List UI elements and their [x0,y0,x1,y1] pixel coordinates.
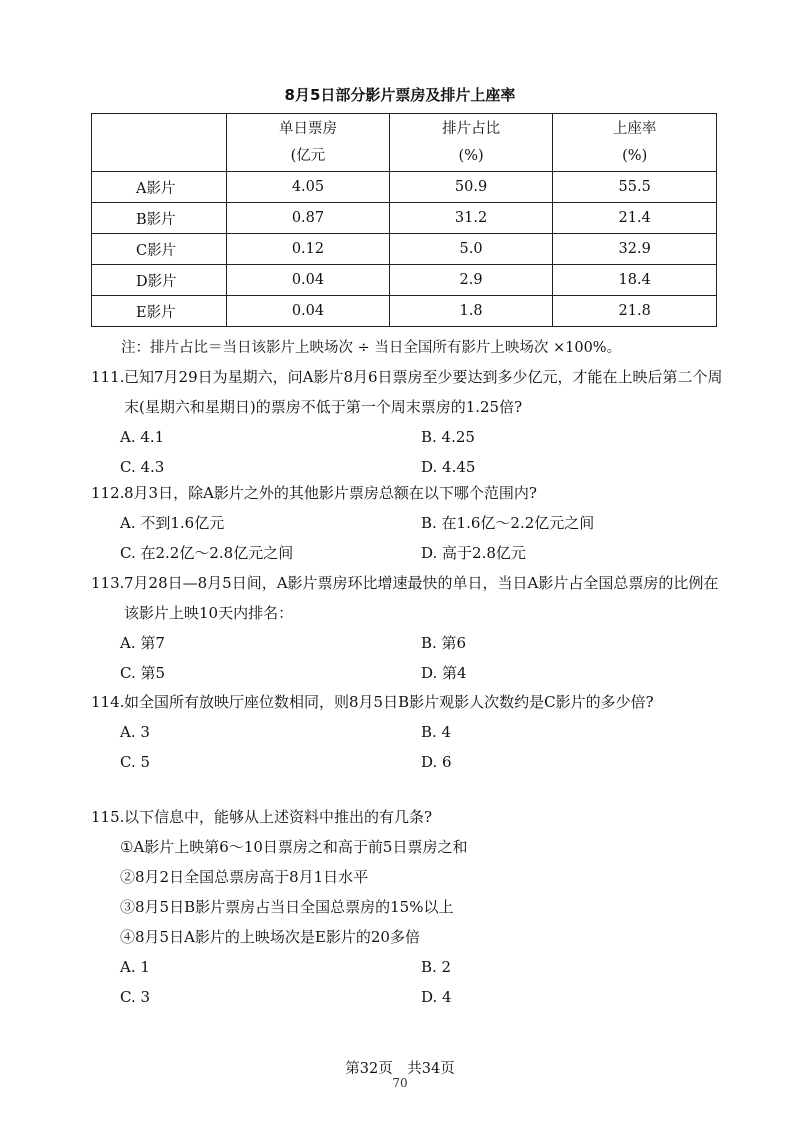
info-item: ③8月5日B影片票房占当日全国总票房的15%以上 [120,898,454,916]
option-d[interactable]: D. 高于2.8亿元 [421,544,526,562]
option-c[interactable]: C. 第5 [120,664,166,682]
cell-box-office: 0.12 [227,234,390,265]
option-d[interactable]: D. 4 [421,988,452,1006]
option-a[interactable]: A. 1 [120,958,150,976]
header-line2: (%) [458,147,484,164]
cell-box-office: 0.87 [227,203,390,234]
cell-occupancy: 18.4 [553,265,717,296]
row-label: C影片 [92,234,227,265]
header-line1: 排片占比 [442,120,501,137]
info-item: ①A影片上映第6～10日票房之和高于前5日票房之和 [120,838,468,856]
header-line1: 单日票房 [278,120,337,137]
info-item: ②8月2日全国总票房高于8月1日水平 [120,868,369,886]
option-c[interactable]: C. 4.3 [120,458,165,476]
question-115 [91,802,731,1012]
option-d[interactable]: D. 6 [421,753,452,771]
option-a[interactable]: A. 3 [120,723,150,741]
header-cell-box-office [227,114,390,172]
cell-share: 50.9 [389,172,553,203]
option-c[interactable]: C. 3 [120,988,151,1006]
option-b[interactable]: B. 2 [421,958,452,976]
row-label: A影片 [92,172,227,203]
options [91,422,731,482]
cell-share: 5.0 [389,234,553,265]
cell-box-office: 0.04 [227,296,390,327]
row-label: E影片 [92,296,227,327]
box-office-table [91,113,717,327]
header-cell-occupancy [553,114,717,172]
options [91,717,731,777]
option-d[interactable]: D. 4.45 [421,458,476,476]
row-label: D影片 [92,265,227,296]
table-row [92,234,717,265]
header-line2: (%) [622,147,648,164]
question-number: 115. [91,808,125,826]
header-line1: 上座率 [612,120,657,137]
header-line2: (亿元 [290,147,326,164]
page-footer: 第32页 共34页 [345,1061,455,1077]
page-number: 70 [392,1076,408,1090]
options [91,952,731,1012]
question-number: 111. [91,368,125,386]
option-a[interactable]: A. 4.1 [120,428,165,446]
question-114 [91,687,731,777]
question-number: 113. [91,574,125,592]
option-b[interactable]: B. 4 [421,723,452,741]
option-b[interactable]: B. 4.25 [421,428,475,446]
cell-occupancy: 21.4 [553,203,717,234]
cell-box-office: 4.05 [227,172,390,203]
cell-occupancy: 21.8 [553,296,717,327]
question-text: 如全国所有放映厅座位数相同，则8月5日B影片观影人次数约是C影片的多少倍? [124,693,654,711]
question-stem [91,802,731,832]
question-text: 已知7月29日为星期六，问A影片8月6日票房至少要达到多少亿元，才能在上映后第二个周末(星期六和星期日)的票房不低于第一个周末票房的1.25倍? [124,368,723,416]
question-stem [91,362,731,422]
question-stem [91,478,731,508]
question-stem [91,687,731,717]
option-c[interactable]: C. 在2.2亿～2.8亿元之间 [120,544,294,562]
cell-share: 2.9 [389,265,553,296]
cell-occupancy: 55.5 [553,172,717,203]
table-row [92,296,717,327]
question-112 [91,478,731,568]
cell-share: 31.2 [389,203,553,234]
table-header-row [92,114,717,172]
cell-share: 1.8 [389,296,553,327]
question-text: 以下信息中，能够从上述资料中推出的有几条? [124,808,433,826]
table-row [92,265,717,296]
cell-occupancy: 32.9 [553,234,717,265]
question-text: 7月28日—8月5日间，A影片票房环比增速最快的单日，当日A影片占全国总票房的比例在该影片上映10天内排名： [124,574,719,622]
table-row [92,203,717,234]
option-c[interactable]: C. 5 [120,753,151,771]
option-d[interactable]: D. 第4 [421,664,467,682]
question-111 [91,362,731,482]
question-text: 8月3日，除A影片之外的其他影片票房总额在以下哪个范围内? [124,484,537,502]
cell-box-office: 0.04 [227,265,390,296]
question-number: 114. [91,693,125,711]
header-cell-share [389,114,553,172]
table-note: 注：排片占比＝当日该影片上映场次 ÷ 当日全国所有影片上映场次 ×100%。 [121,340,622,356]
question-number: 112. [91,484,125,502]
option-b[interactable]: B. 第6 [421,634,467,652]
table-row [92,172,717,203]
options [91,508,731,568]
row-label: B影片 [92,203,227,234]
question-stem [91,568,731,628]
options [91,628,731,688]
header-cell-empty [92,114,227,172]
info-item: ④8月5日A影片的上映场次是E影片的20多倍 [120,928,420,946]
option-a[interactable]: A. 第7 [120,634,165,652]
table-title: 8月5日部分影片票房及排片上座率 [284,86,516,104]
option-b[interactable]: B. 在1.6亿～2.2亿元之间 [421,514,595,532]
question-113 [91,568,731,688]
option-a[interactable]: A. 不到1.6亿元 [120,514,225,532]
